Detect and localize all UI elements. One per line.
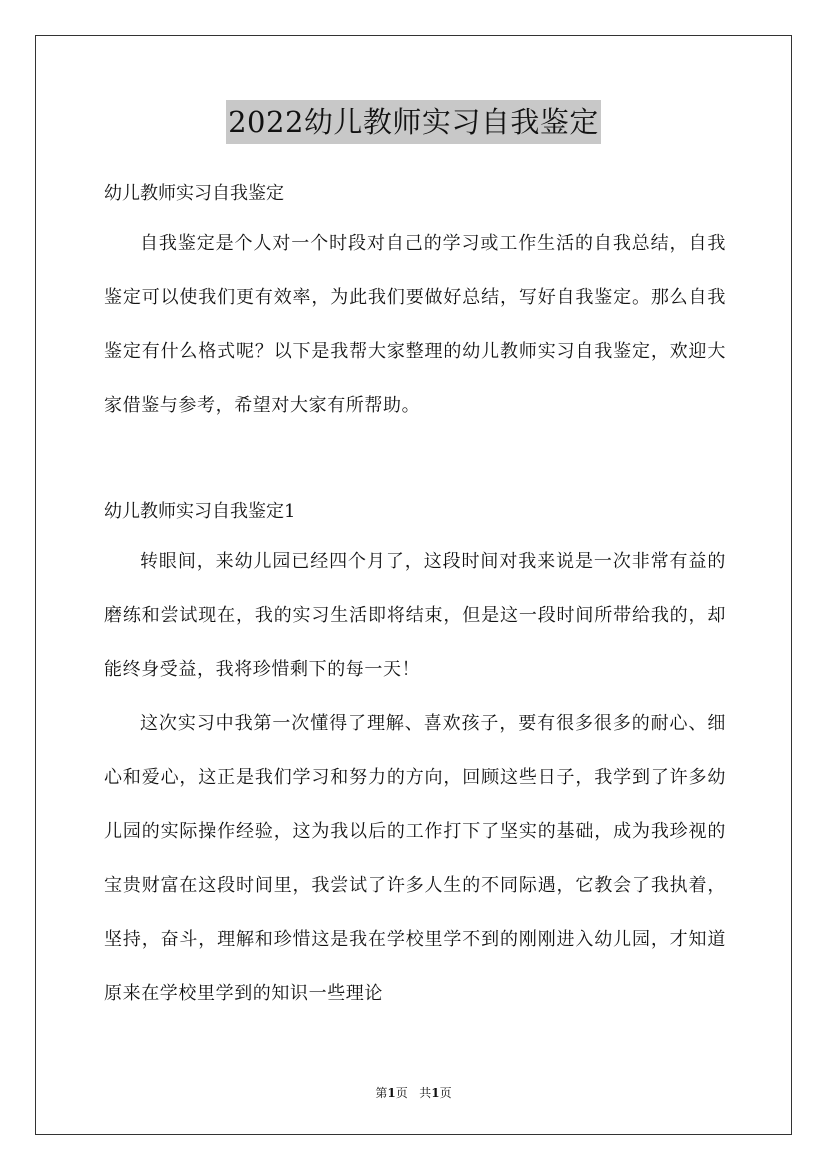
page-number: 1 — [387, 1086, 396, 1100]
total-prefix: 共 — [419, 1086, 432, 1100]
section-heading: 幼儿教师实习自我鉴定 — [104, 183, 284, 204]
page-prefix: 第 — [375, 1086, 388, 1100]
page-footer — [0, 1085, 827, 1101]
document-title: 2022幼儿教师实习自我鉴定 — [226, 100, 601, 144]
body-paragraph-1: 转眼间，来幼儿园已经四个月了，这段时间对我来说是一次非常有益的磨练和尝试现在，我的实习生活即将结束，但是这一段时间所带给我的，却能终身受益，我将珍惜剩下的每一天！ — [104, 551, 726, 680]
page-suffix: 页 — [395, 1086, 408, 1100]
total-suffix: 页 — [439, 1086, 452, 1100]
intro-paragraph: 自我鉴定是个人对一个时段对自己的学习或工作生活的自我总结，自我鉴定可以使我们更有效率，为此我们要做好总结，写好自我鉴定。那么自我鉴定有什么格式呢？以下是我帮大家整理的幼儿教师实习自我鉴定，欢迎大家借鉴与参考，希望对大家有所帮助。 — [104, 233, 726, 416]
subsection-heading: 幼儿教师实习自我鉴定1 — [104, 501, 296, 522]
body-paragraph-2: 这次实习中我第一次懂得了理解、喜欢孩子，要有很多很多的耐心、细心和爱心，这正是我们学习和努力的方向，回顾这些日子，我学到了许多幼儿园的实际操作经验，这为我以后的工作打下了坚实的基础，成为我珍视的宝贵财富在这段时间里，我尝试了许多人生的不同际遇，它教会了我执着，坚持，奋斗，理解和珍惜这是我在学校里学不到的刚刚进入幼儿园，才知道原来在学校里学到的知识一些理论 — [104, 713, 726, 1004]
document-body — [104, 175, 726, 1021]
total-pages: 1 — [431, 1086, 440, 1100]
title-container — [0, 100, 827, 144]
